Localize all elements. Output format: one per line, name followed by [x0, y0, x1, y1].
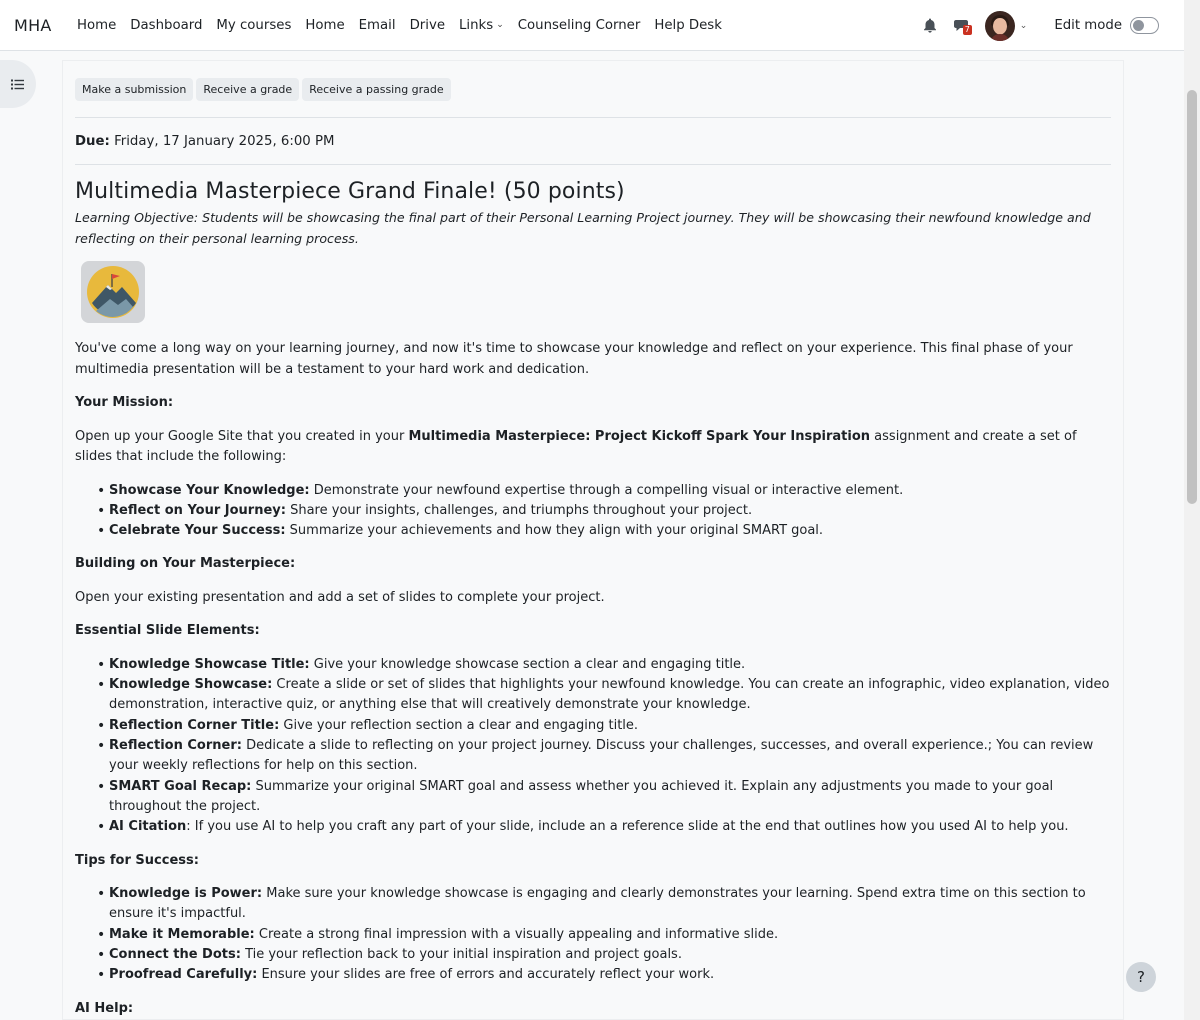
tips-list [75, 884, 1111, 985]
list-item-text: Make sure your knowledge showcase is engaging and clearly demonstrates your learning. Spend extra time on this section to ensure it's impactful. [109, 886, 1086, 922]
list-item-title: Knowledge is Power: [109, 886, 263, 902]
completion-chip-submission: Make a submission [75, 78, 193, 101]
bell-icon [923, 18, 937, 33]
chevron-down-icon: ⌄ [496, 20, 504, 30]
message-count-badge: 7 [964, 24, 970, 34]
scrollbar-thumb[interactable] [1187, 90, 1197, 504]
list-item [109, 521, 1111, 541]
messages-button[interactable] [951, 14, 975, 38]
mission-list [75, 481, 1111, 542]
building-heading: Building on Your Masterpiece: [75, 556, 296, 572]
main-region [62, 60, 1124, 1020]
top-navbar [0, 0, 1184, 51]
learning-objective: Learning Objective: Students will be showcasing the final part of their Personal Learning Project journey. They will be showcasing their newfound knowledge and reflecting on their personal learning process. [75, 210, 1091, 246]
essential-elements-list [75, 655, 1111, 838]
mountain-flag-image [81, 261, 145, 323]
navbar-user-area [918, 0, 1184, 51]
list-item-title: Reflection Corner: [109, 738, 242, 754]
mission-heading: Your Mission: [75, 395, 174, 410]
list-item [109, 965, 1111, 985]
links-label: Links [459, 17, 494, 33]
list-item-text: Dedicate a slide to reflecting on your project journey. Discuss your challenges, successes, and overall experience.; You can review your weekly reflections for help on this section. [109, 738, 1094, 774]
list-item-title: SMART Goal Recap: [109, 778, 252, 794]
nav-link-my-courses[interactable]: My courses [216, 17, 292, 33]
page-scrollbar[interactable] [1184, 0, 1200, 1020]
nav-link-help-desk[interactable]: Help Desk [654, 17, 722, 33]
edit-mode-toggle[interactable] [1130, 17, 1159, 34]
notifications-button[interactable] [918, 14, 942, 38]
completion-requirements [75, 61, 1111, 118]
help-button[interactable]: ? [1126, 962, 1156, 992]
due-value: Friday, 17 January 2025, 6:00 PM [114, 134, 335, 149]
intro-paragraph: You've come a long way on your learning journey, and now it's time to showcase your knowledge and reflect on your experience. This final phase of your multimedia presentation will be a testament to your hard work and dedication. [75, 341, 1073, 377]
list-item-title: AI Citation [109, 819, 187, 835]
tips-heading: Tips for Success: [75, 852, 199, 868]
list-item-title: Proofread Carefully: [109, 967, 258, 983]
nav-link-home-2[interactable]: Home [305, 17, 345, 33]
mountain-summit-icon [86, 265, 140, 319]
list-item [109, 884, 1111, 925]
list-item-title: Celebrate Your Success: [109, 523, 286, 539]
due-date [75, 118, 1111, 165]
list-item-title: Knowledge Showcase: [109, 677, 273, 693]
list-item-title: Showcase Your Knowledge: [109, 482, 310, 498]
list-item-text: Tie your reflection back to your initial inspiration and project goals. [240, 946, 682, 962]
nav-link-drive[interactable]: Drive [409, 17, 446, 33]
list-item [109, 716, 1111, 736]
list-item [109, 925, 1111, 945]
mission-text-after: assignment and create a set of slides that include the following: [75, 428, 1077, 464]
nav-link-home[interactable]: Home [77, 17, 117, 33]
list-item-title: Connect the Dots: [109, 946, 241, 962]
list-item-text: Create a slide or set of slides that highlights your newfound knowledge. You can create an infographic, video explanation, video demonstration, interactive quiz, or anything else that will creatively demonstrate your knowledge. [109, 677, 1110, 713]
user-menu-chevron-down-icon[interactable]: ⌄ [1019, 20, 1028, 31]
site-brand[interactable]: MHA [14, 15, 52, 35]
list-item-text: Create a strong final impression with a visually appealing and informative slide. [254, 926, 779, 942]
assignment-content [75, 61, 1111, 1019]
completion-chip-passing-grade: Receive a passing grade [302, 78, 451, 101]
list-item [109, 501, 1111, 521]
nav-link-counseling-corner[interactable]: Counseling Corner [517, 17, 641, 33]
mission-text-before: Open up your Google Site that you created in your [75, 428, 409, 444]
list-item [109, 675, 1111, 716]
edit-mode-label: Edit mode [1054, 18, 1122, 33]
list-item-title: Knowledge Showcase Title: [109, 656, 310, 672]
list-item-text: : If you use AI to help you craft any part of your slide, include an a reference slide at the end that outlines how you used AI to help you. [186, 819, 1069, 835]
edit-mode-control [1054, 17, 1159, 34]
list-item [109, 945, 1111, 965]
list-item [109, 481, 1111, 501]
nav-link-dashboard[interactable]: Dashboard [130, 17, 203, 33]
list-item-title: Reflect on Your Journey: [109, 502, 286, 518]
course-index-drawer-button[interactable] [0, 60, 36, 108]
assignment-title: Multimedia Masterpiece Grand Finale! (50 points) [75, 179, 625, 204]
list-item-text: Summarize your original SMART goal and assess whether you achieved it. Explain any adjustments you made to your goal throughout the project. [109, 778, 1054, 814]
ai-help-heading: AI Help: [75, 1000, 134, 1016]
list-item-text: Give your reflection section a clear and engaging title. [279, 717, 639, 733]
essential-elements-heading: Essential Slide Elements: [75, 623, 260, 639]
list-item [109, 736, 1111, 777]
list-item-text: Summarize your achievements and how they align with your original SMART goal. [285, 523, 824, 539]
list-item [109, 655, 1111, 675]
list-item-text: Demonstrate your newfound expertise through a compelling visual or interactive element. [309, 482, 904, 498]
list-item [109, 817, 1111, 837]
nav-link-links-dropdown[interactable] [459, 18, 504, 33]
mission-linked-assignment: Multimedia Masterpiece: Project Kickoff Spark Your Inspiration [408, 428, 871, 444]
primary-navigation [77, 18, 736, 33]
list-item-text: Share your insights, challenges, and triumphs throughout your project. [285, 502, 753, 518]
completion-chip-grade: Receive a grade [196, 78, 299, 101]
due-label: Due: [75, 134, 110, 149]
nav-link-email[interactable]: Email [358, 17, 396, 33]
list-item-title: Reflection Corner Title: [109, 717, 280, 733]
mission-paragraph [75, 427, 1111, 468]
list-item-text: Give your knowledge showcase section a clear and engaging title. [309, 656, 746, 672]
user-avatar[interactable] [985, 11, 1015, 41]
list-item-text: Ensure your slides are free of errors and accurately reflect your work. [257, 967, 715, 983]
list-item [109, 777, 1111, 818]
list-item-title: Make it Memorable: [109, 926, 255, 942]
building-paragraph: Open your existing presentation and add a set of slides to complete your project. [75, 589, 605, 605]
list-icon [11, 79, 24, 90]
